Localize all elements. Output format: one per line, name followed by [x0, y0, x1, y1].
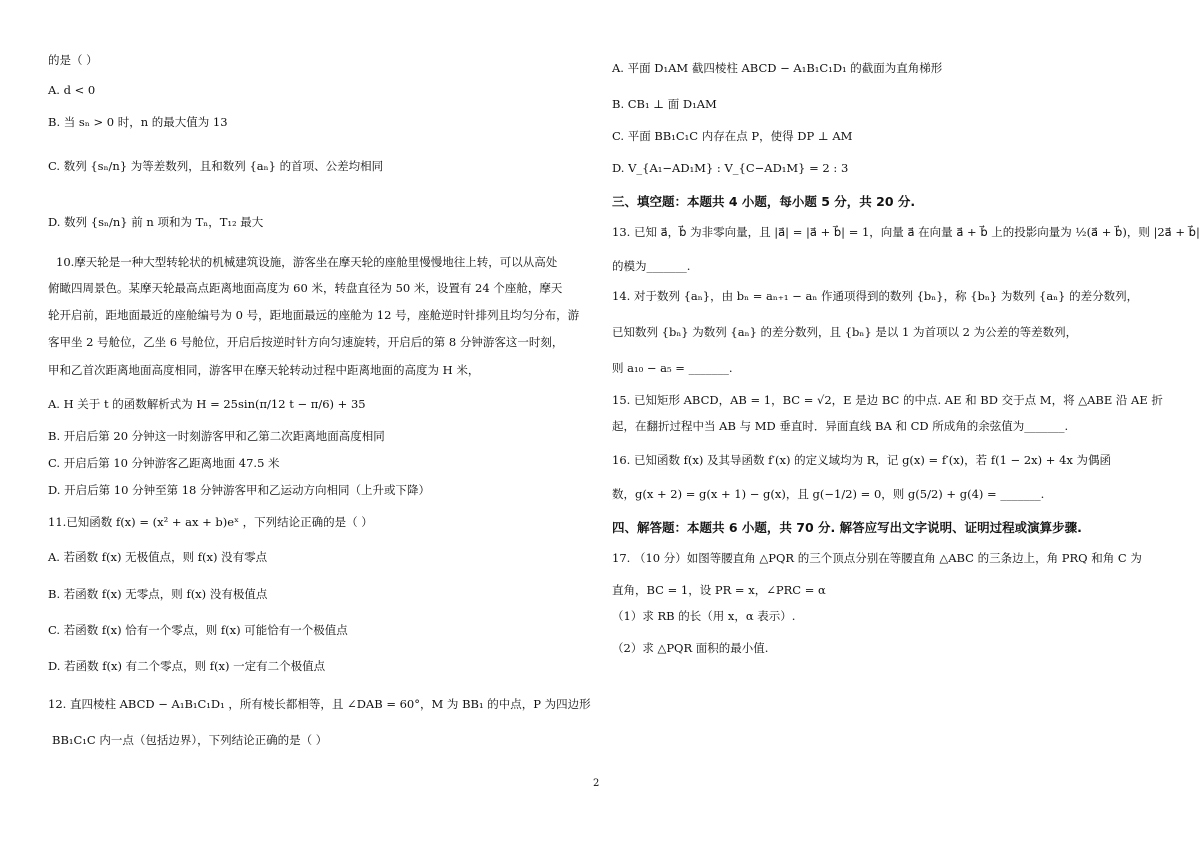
- section-4-heading: 四、解答题：本题共 6 小题，共 70 分. 解答应写出文字说明、证明过程或演算步骤.: [612, 520, 1082, 535]
- q17-line-2: 直角，BC = 1，设 PR = x，∠PRC = α: [612, 583, 826, 597]
- q15-line-2: 起，在翻折过程中当 AB 与 MD 垂直时．异面直线 BA 和 CD 所成角的余弦值为_______.: [612, 419, 1069, 433]
- q10-line-2: 俯瞰四周景色。某摩天轮最高点距离地面高度为 60 米，转盘直径为 50 米，设置有 24 个座舱，摩天: [48, 281, 563, 295]
- q10-line-1: 10.摩天轮是一种大型转轮状的机械建筑设施，游客坐在摩天轮的座舱里慢慢地往上转，可以从高处: [56, 255, 558, 269]
- q17-part-1: （1）求 RB 的长（用 x，α 表示）.: [612, 609, 796, 623]
- q9-tail: 的是（ ）: [48, 53, 98, 67]
- q12-option-c: C. 平面 BB₁C₁C 内存在点 P，使得 DP ⊥ AM: [612, 129, 853, 143]
- q12-stem-line-2: BB₁C₁C 内一点（包括边界），下列结论正确的是（ ）: [52, 733, 328, 747]
- q10-option-b: B. 开启后第 20 分钟这一时刻游客甲和乙第二次距离地面高度相同: [48, 429, 385, 443]
- q10-line-3: 轮开启前，距地面最近的座舱编号为 0 号，距地面最远的座舱为 12 号，座舱逆时针排列且均匀分布，游: [48, 308, 580, 322]
- q9-option-c: C. 数列 {sₙ/n} 为等差数列，且和数列 {aₙ} 的首项、公差均相同: [48, 159, 384, 173]
- q10-option-a: A. H 关于 t 的函数解析式为 H = 25sin(π/12 t − π/6) + 35: [48, 397, 366, 411]
- q14-line-1: 14. 对于数列 {aₙ}，由 bₙ = aₙ₊₁ − aₙ 作通项得到的数列 {bₙ}，称 {bₙ} 为数列 {aₙ} 的差分数列，: [612, 289, 1139, 303]
- q9-option-b: B. 当 sₙ > 0 时，n 的最大值为 13: [48, 115, 228, 129]
- q13-line-1: 13. 已知 a⃗，b⃗ 为非零向量，且 |a⃗| = |a⃗ + b⃗| = 1，向量 a⃗ 在向量 a⃗ + b⃗ 上的投影向量为 ½(a⃗ + b⃗)，则 |2a⃗ + b⃗|: [612, 225, 1200, 239]
- q11-option-c: C. 若函数 f(x) 恰有一个零点，则 f(x) 可能恰有一个极值点: [48, 623, 348, 637]
- q14-line-2: 已知数列 {bₙ} 为数列 {aₙ} 的差分数列，且 {bₙ} 是以 1 为首项以 2 为公差的等差数列，: [612, 325, 1078, 339]
- q14-line-3: 则 a₁₀ − a₅ = _______.: [612, 361, 733, 375]
- q17-line-1: 17. （10 分）如图等腰直角 △PQR 的三个顶点分别在等腰直角 △ABC 的三条边上，角 PRQ 和角 C 为: [612, 551, 1142, 565]
- q9-option-d: D. 数列 {sₙ/n} 前 n 项和为 Tₙ，T₁₂ 最大: [48, 215, 264, 229]
- q17-part-2: （2）求 △PQR 面积的最小值.: [612, 641, 769, 655]
- q12-option-d: D. V_{A₁−AD₁M} : V_{C−AD₁M} = 2 : 3: [612, 161, 849, 175]
- q13-line-2: 的模为_______.: [612, 259, 691, 273]
- q10-line-4: 客甲坐 2 号舱位，乙坐 6 号舱位，开启后按逆时针方向匀速旋转，开启后的第 8 分钟游客这一时刻，: [48, 335, 564, 349]
- q11-option-d: D. 若函数 f(x) 有二个零点，则 f(x) 一定有二个极值点: [48, 659, 326, 673]
- q12-option-a: A. 平面 D₁AM 截四棱柱 ABCD − A₁B₁C₁D₁ 的截面为直角梯形: [612, 61, 943, 75]
- q10-line-5: 甲和乙首次距离地面高度相同，游客甲在摩天轮转动过程中距离地面的高度为 H 米，: [48, 363, 480, 377]
- q16-line-1: 16. 已知函数 f(x) 及其导函数 f′(x) 的定义域均为 R，记 g(x) = f′(x)，若 f(1 − 2x) + 4x 为偶函: [612, 453, 1112, 467]
- section-3-heading: 三、填空题：本题共 4 小题，每小题 5 分，共 20 分.: [612, 194, 916, 209]
- page-number: 2: [593, 778, 600, 789]
- q11-option-b: B. 若函数 f(x) 无零点，则 f(x) 没有极值点: [48, 587, 268, 601]
- q9-option-a: A. d < 0: [48, 83, 96, 97]
- q11-option-a: A. 若函数 f(x) 无极值点，则 f(x) 没有零点: [48, 550, 268, 564]
- q12-stem-line-1: 12. 直四棱柱 ABCD − A₁B₁C₁D₁ ，所有棱长都相等，且 ∠DAB = 60°，M 为 BB₁ 的中点，P 为四边形: [48, 697, 591, 711]
- q10-option-d: D. 开启后第 10 分钟至第 18 分钟游客甲和乙运动方向相同（上升或下降）: [48, 483, 431, 497]
- q16-line-2: 数，g(x + 2) = g(x + 1) − g(x)，且 g(−1/2) = 0，则 g(5/2) + g(4) = _______.: [612, 487, 1045, 501]
- q15-line-1: 15. 已知矩形 ABCD，AB = 1，BC = √2，E 是边 BC 的中点. AE 和 BD 交于点 M，将 △ABE 沿 AE 折: [612, 393, 1163, 407]
- q11-stem: 11.已知函数 f(x) = (x² + ax + b)eˣ ，下列结论正确的是（ ）: [48, 515, 373, 529]
- q12-option-b: B. CB₁ ⊥ 面 D₁AM: [612, 97, 717, 111]
- q10-option-c: C. 开启后第 10 分钟游客乙距离地面 47.5 米: [48, 456, 280, 470]
